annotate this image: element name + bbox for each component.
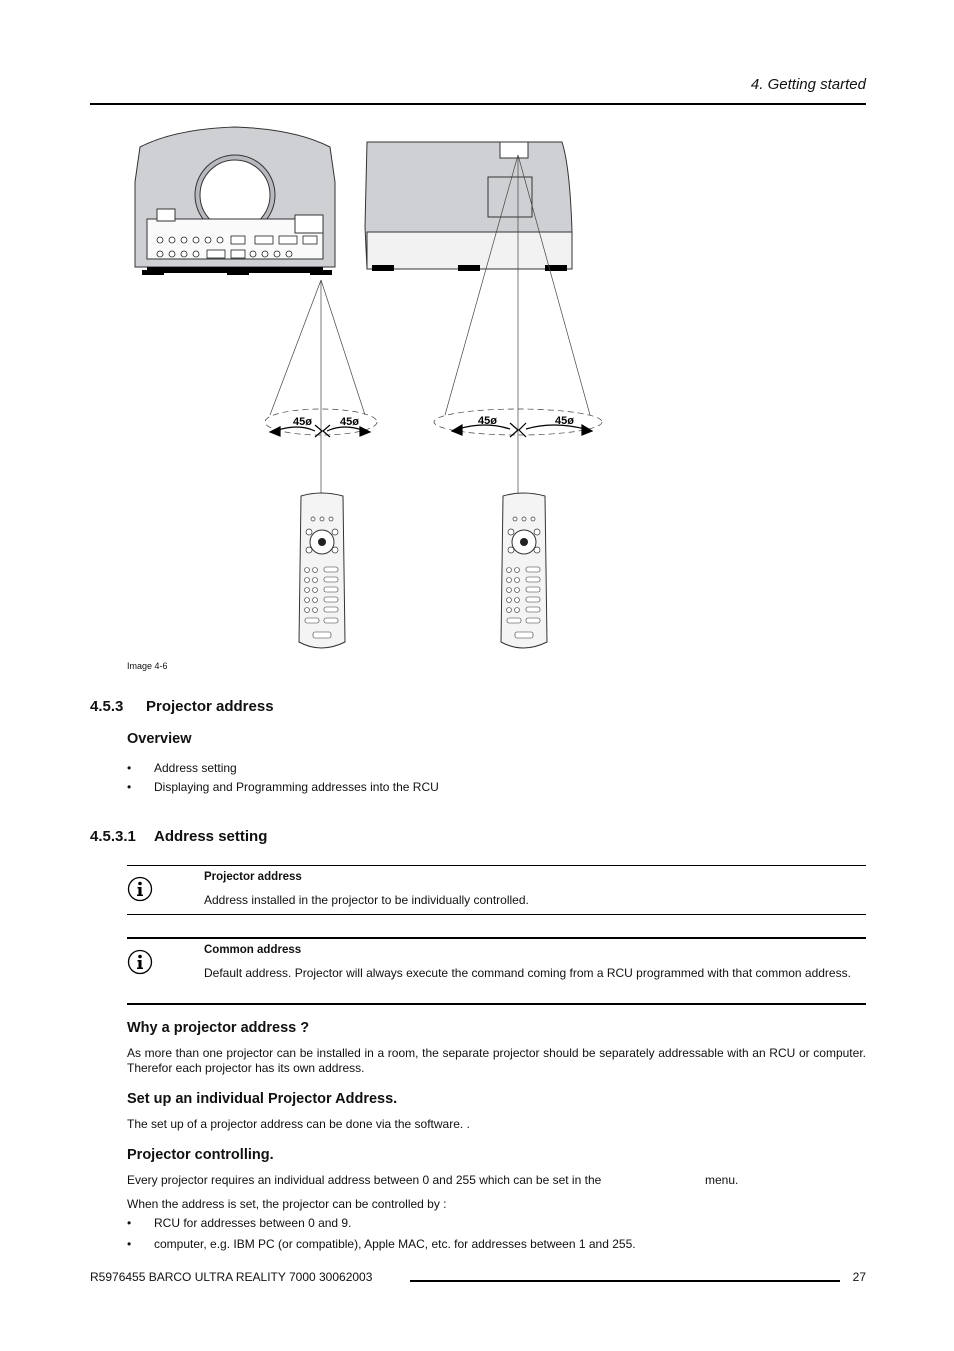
control-text-1b: menu. [705,1173,739,1187]
info-icon [127,876,153,902]
projector-rcu-figure [90,115,620,660]
section-title: Projector address [146,698,274,715]
control-text-1a: Every projector requires an individual address between 0 and 255 which can be set in the [127,1173,602,1187]
angle-label-left-a: 45ø [293,416,312,428]
list-item: • computer, e.g. IBM PC (or compatible), Apple MAC, etc. for addresses between 1 and 255. [127,1237,636,1251]
section-number: 4.5.3 [90,698,124,715]
note-title: Projector address [204,871,302,883]
info-icon [127,949,153,975]
projector-side-view [365,142,572,271]
list-item: • Displaying and Programming addresses into the RCU [127,780,439,794]
footer-rule [410,1280,840,1282]
overview-heading: Overview [127,731,192,747]
figure-caption: Image 4-6 [127,661,168,671]
remote-control-right [501,493,547,648]
page-number: 27 [852,1270,866,1284]
subsection-number: 4.5.3.1 [90,828,136,845]
control-heading: Projector controlling. [127,1147,274,1163]
subsection-heading [90,828,267,845]
setup-heading: Set up an individual Projector Address. [127,1091,398,1107]
angle-label-right-a: 45ø [478,415,497,427]
subsection-title: Address setting [154,828,268,845]
why-text: As more than one projector can be installed in a room, the separate projector should be separately addressable with an RCU or computer. Therefor each projector has its own address. [127,1046,866,1075]
section-heading [90,698,274,715]
why-heading: Why a projector address ? [127,1020,310,1036]
list-item: • Address setting [127,761,237,775]
note-text: Default address. Projector will always execute the command coming from a RCU programmed with that common address. [204,966,851,980]
remote-control-left [299,493,345,648]
header-rule [90,103,866,105]
list-item: • RCU for addresses between 0 and 9. [127,1216,352,1230]
footer-doc-id: R5976455 BARCO ULTRA REALITY 7000 30062003 [90,1270,373,1284]
note-title: Common address [204,944,302,956]
angle-label-right-b: 45ø [555,415,574,427]
note-box [127,937,866,1005]
control-text-2: When the address is set, the projector can be controlled by : [127,1197,447,1211]
setup-text: The set up of a projector address can be done via the software. . [127,1117,470,1131]
note-text: Address installed in the projector to be individually controlled. [204,893,529,907]
projector-front-view [135,127,335,275]
note-box [127,865,866,915]
running-header: 4. Getting started [750,76,866,93]
angle-label-left-b: 45ø [340,416,359,428]
